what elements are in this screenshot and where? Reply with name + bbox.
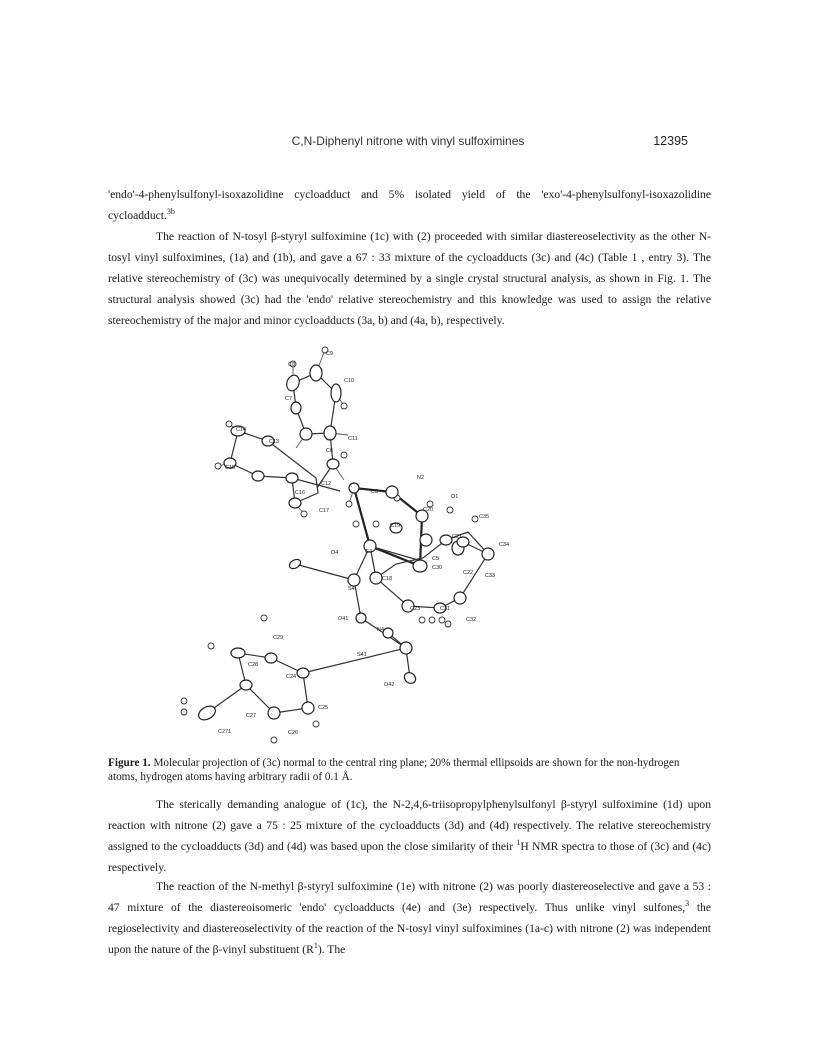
- label-C25: C25: [318, 705, 329, 711]
- label-C11: C11: [348, 436, 358, 442]
- label-C27: C27: [246, 713, 257, 719]
- label-C26: C26: [288, 730, 299, 736]
- paragraph-1: [108, 184, 711, 226]
- heavy-atoms: [196, 365, 494, 723]
- label-C14: C14: [236, 427, 247, 433]
- label-C30: C30: [432, 565, 443, 571]
- label-N2: N2: [417, 475, 425, 481]
- reference-3: 3: [685, 899, 690, 909]
- paragraph-4-text-a: The reaction of the N-methyl β-styryl sulfoximine (1e) with nitrone (2) was poorly diastereoselective and gave a 53 : 47 mixture of the diastereoisomeric 'endo' cycloadducts (4e) and (3e) respectively. Thus unlike vinyl sulfones,: [108, 880, 711, 914]
- label-C22: C22: [463, 570, 474, 576]
- label-C3: C3: [371, 489, 379, 495]
- paragraph-2-text: The reaction of N-tosyl β-styryl sulfoximine (1c) with (2) proceeded with similar diastereoselectivity as the other N-tosyl vinyl sulfoximines, (1a) and (1b), and gave a 67 : 33 mixture of the cycloadducts (3c) and (4c) (Table 1 , entry 3). The relative stereochemistry of (3c) was unequivocally determined by a single crystal structural analysis, as shown in Fig. 1. The structural analysis showed (3c) had the 'endo' relative stereochemistry and this knowledge was used to assign the relative stereochemistry of the major and minor cycloadducts (3a, b) and (4a, b), respectively.: [108, 230, 711, 327]
- paragraph-3-text-b: H NMR spectra to those of (3c) and (4c) respectively.: [108, 840, 711, 874]
- paragraph-4-text-c: ). The: [317, 943, 346, 956]
- paragraph-2: [108, 226, 711, 331]
- label-C28: C28: [248, 662, 259, 668]
- reference-3b: 3b: [166, 207, 175, 217]
- label-C35: C35: [479, 514, 490, 520]
- paragraph-3: [108, 794, 711, 878]
- caption-text: Molecular projection of (3c) normal to the central ring plane; 20% thermal ellipsoids are shown for the non-hydrogen atoms, hydrogen atoms having arbitrary radii of 0.1 Å.: [108, 757, 680, 783]
- label-S41: S41: [357, 652, 367, 658]
- paragraph-4: [108, 876, 711, 960]
- label-C13: C13: [269, 439, 280, 445]
- label-C7: C7: [285, 396, 293, 402]
- label-C18: C18: [382, 576, 393, 582]
- caption-label: Figure 1.: [108, 757, 151, 769]
- label-S4: S4: [348, 586, 355, 592]
- label-C16: C16: [295, 490, 306, 496]
- label-C271: C271: [218, 729, 232, 735]
- hydrogen-atoms: [181, 347, 478, 743]
- label-C4: C4: [365, 549, 373, 555]
- label-C10: C10: [344, 378, 355, 384]
- label-C34: C34: [499, 542, 510, 548]
- molecular-structure-diagram: [108, 328, 711, 748]
- superscript-1: 1: [516, 838, 521, 848]
- label-O1: O1: [451, 494, 459, 500]
- paragraph-4-text-b: the regioselectivity and diastereoselectivity of the reaction of the N-tosyl vinyl sulfoximines (1a-c) with nitrone (2) was independent upon the nature of the β-vinyl substituent (R: [108, 901, 711, 956]
- page-number: 12395: [653, 134, 688, 148]
- label-C29: C29: [273, 635, 284, 641]
- label-O4: O4: [331, 550, 339, 556]
- paragraph-3-text-a: The sterically demanding analogue of (1c), the N-2,4,6-triisopropylphenylsulfonyl β-styryl sulfoximine (1d) upon reaction with nitrone (2) gave a 75 : 25 mixture of the cycloadducts (3d) and (4d) respectively. The relative stereochemistry assigned to the cycloadducts (3d) and (4d) was based upon the close similarity of their: [108, 798, 711, 853]
- label-C33: C33: [485, 573, 496, 579]
- label-C23: C23: [410, 606, 421, 612]
- label-C24: C24: [286, 674, 297, 680]
- label-C32: C32: [466, 617, 477, 623]
- figure-caption: [108, 756, 711, 784]
- label-C31: C31: [440, 606, 451, 612]
- label-C9: C9: [326, 351, 334, 357]
- label-C6: C6: [326, 448, 334, 454]
- label-C17: C17: [319, 508, 330, 514]
- label-C12: C12: [321, 481, 332, 487]
- running-header: [0, 134, 816, 154]
- superscript-r1: 1: [313, 941, 318, 951]
- label-C20: C20: [423, 507, 434, 513]
- label-C8: C8: [288, 362, 296, 368]
- label-C21: C21: [452, 534, 463, 540]
- running-title: C,N-Diphenyl nitrone with vinyl sulfoximines: [291, 134, 525, 148]
- paragraph-1-text: 'endo'-4-phenylsulfonyl-isoxazolidine cycloadduct and 5% isolated yield of the 'exo'-4-phenylsulfonyl-isoxazolidine cycloadduct.: [108, 188, 711, 222]
- label-C19: C19: [390, 523, 401, 529]
- label-O42: O42: [384, 682, 395, 688]
- label-C15: C15: [225, 465, 236, 471]
- label-C5: C5: [432, 556, 440, 562]
- label-N4: N4: [377, 627, 385, 633]
- figure-1-ortep: [108, 328, 711, 748]
- label-O41: O41: [338, 616, 349, 622]
